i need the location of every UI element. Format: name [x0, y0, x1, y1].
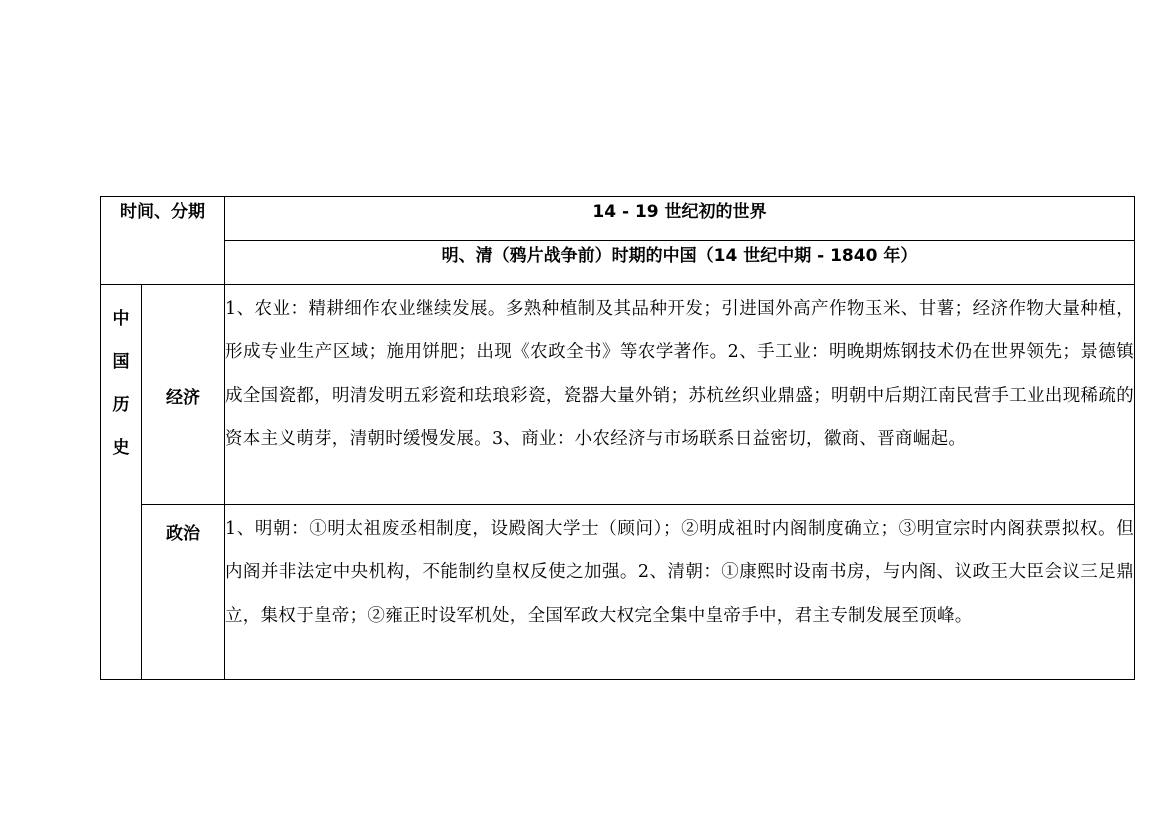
world-header: 14 - 19 世纪初的世界 [592, 202, 767, 222]
politics-row [101, 505, 1135, 680]
side-label-char: 历 [112, 395, 130, 415]
side-label-char: 国 [112, 352, 130, 372]
content-cell-economy: 1、农业：精耕细作农业继续发展。多熟种植制及其品种开发；引进国外高产作物玉米、甘薯；经济作物大量种植，形成专业生产区域；施用饼肥；出现《农政全书》等农学著作。2、手工业：明晚期炼钢技术仍在世界领先；景德镇成全国瓷都，明清发明五彩瓷和珐琅彩瓷，瓷器大量外销；苏杭丝织业鼎盛；明朝中后期江南民营手工业出现稀疏的资本主义萌芽，清朝时缓慢发展。3、商业：小农经济与市场联系日益密切，徽商、晋商崛起。 [225, 285, 1135, 505]
period-label: 时间、分期 [120, 202, 205, 222]
category-label-politics: 政治 [166, 524, 200, 544]
china-header-row [101, 241, 1135, 285]
world-header-row [101, 197, 1135, 241]
history-table [100, 196, 1135, 680]
chinese-history-side-label [101, 285, 142, 680]
category-cell-economy [142, 285, 225, 505]
category-cell-politics [142, 505, 225, 680]
economy-row [101, 285, 1135, 505]
period-label-cell [101, 197, 225, 285]
world-header-cell [225, 197, 1135, 241]
category-label-economy: 经济 [166, 388, 200, 408]
china-header-cell [225, 241, 1135, 285]
side-label-char: 史 [112, 438, 130, 458]
side-label-char: 中 [112, 309, 130, 329]
china-header: 明、清（鸦片战争前）时期的中国（14 世纪中期 - 1840 年） [441, 246, 918, 266]
content-cell-politics: 1、明朝：①明太祖废丞相制度，设殿阁大学士（顾问）；②明成祖时内阁制度确立；③明宣宗时内阁获票拟权。但内阁并非法定中央机构，不能制约皇权反使之加强。2、清朝：①康熙时设南书房，与内阁、议政王大臣会议三足鼎立，集权于皇帝；②雍正时设军机处，全国军政大权完全集中皇帝手中，君主专制发展至顶峰。 [225, 505, 1135, 680]
